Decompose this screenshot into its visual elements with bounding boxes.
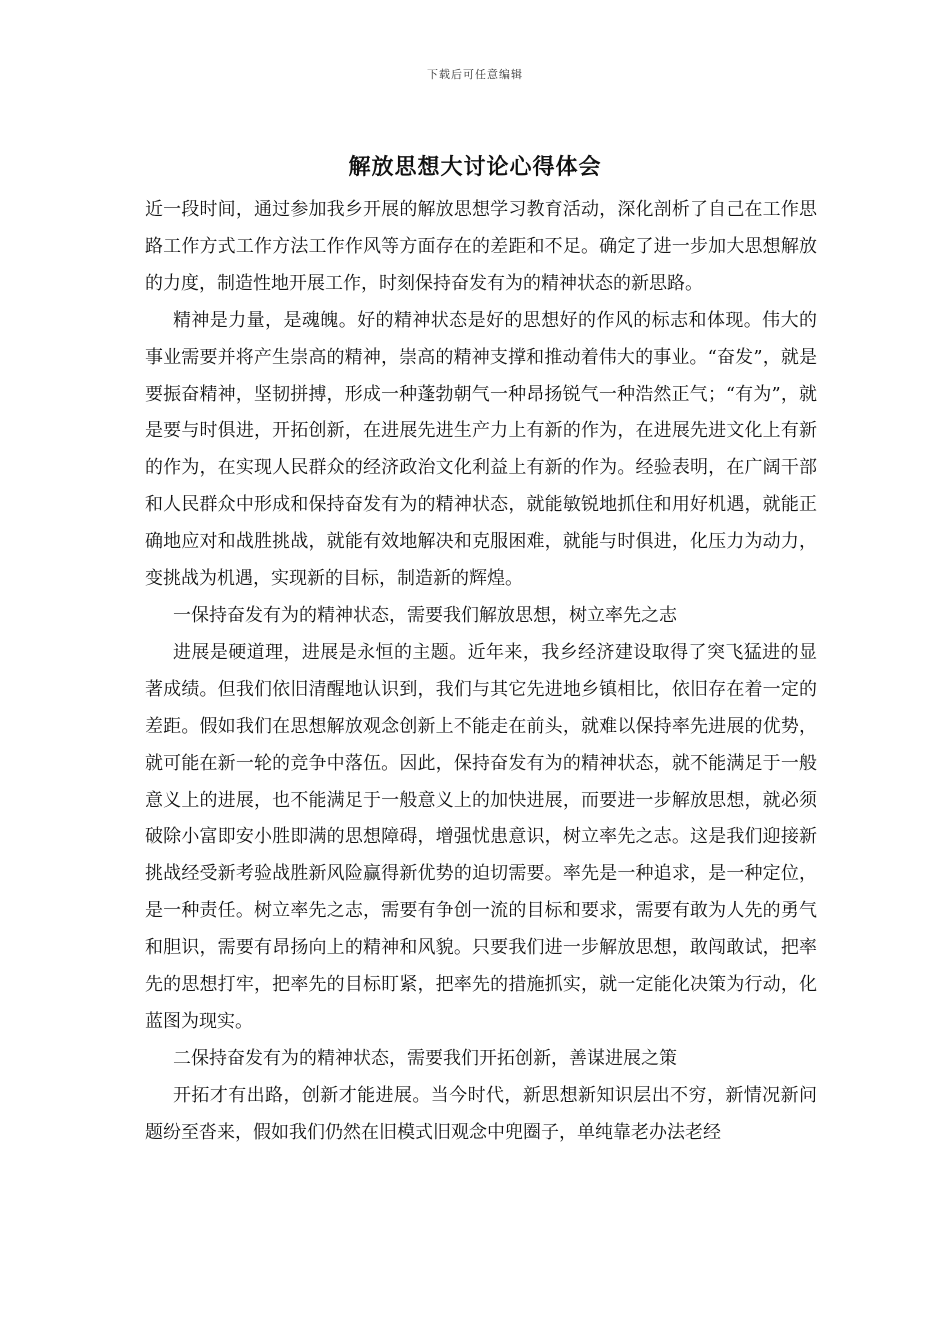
paragraph-intro: 近一段时间，通过参加我乡开展的解放思想学习教育活动，深化剖析了自己在工作思路工作方式工作方法工作作风等方面存在的差距和不足。确定了进一步加大思想解放的力度，制造性地开展工作，时刻保持奋发有为的精神状态的新思路。 — [145, 199, 817, 294]
document-title: 解放思想大讨论心得体会 — [348, 154, 602, 180]
section-heading-2: 二保持奋发有为的精神状态，需要我们开拓创新，善谋进展之策 — [173, 1047, 677, 1069]
section-heading-1: 一保持奋发有为的精神状态，需要我们解放思想，树立率先之志 — [173, 604, 677, 626]
paragraph-innovation: 开拓才有出路，创新才能进展。当今时代，新思想新知识层出不穷，新情况新问题纷至沓来，假如我们仍然在旧模式旧观念中兜圈子，单纯靠老办法老经 — [145, 1084, 817, 1143]
paragraph-spirit: 精神是力量，是魂魄。好的精神状态是好的思想好的作风的标志和体现。伟大的事业需要并将产生崇高的精神，崇高的精神支撑和推动着伟大的事业。“奋发”，就是要振奋精神，坚韧拼搏，形成一种蓬勃朝气一种昂扬锐气一种浩然正气；“有为”，就是要与时俱进，开拓创新，在进展先进生产力上有新的作为，在进展先进文化上有新的作为，在实现人民群众的经济政治文化利益上有新的作为。经验表明，在广阔干部和人民群众中形成和保持奋发有为的精神状态，就能敏锐地抓住和用好机遇，就能正确地应对和战胜挑战，就能有效地解决和克服困难，就能与时俱进，化压力为动力，变挑战为机遇，实现新的目标，制造新的辉煌。 — [145, 309, 817, 590]
document-body — [145, 192, 817, 1152]
paragraph-development: 进展是硬道理，进展是永恒的主题。近年来，我乡经济建设取得了突飞猛进的显著成绩。但我们依旧清醒地认识到，我们与其它先进地乡镇相比，依旧存在着一定的差距。假如我们在思想解放观念创新上不能走在前头，就难以保持率先进展的优势，就可能在新一轮的竞争中落伍。因此，保持奋发有为的精神状态，就不能满足于一般意义上的进展，也不能满足于一般意义上的加快进展，而要进一步解放思想，就必须破除小富即安小胜即满的思想障碍，增强忧患意识，树立率先之志。这是我们迎接新挑战经受新考验战胜新风险赢得新优势的迫切需要。率先是一种追求，是一种定位，是一种责任。树立率先之志，需要有争创一流的目标和要求，需要有敢为人先的勇气和胆识，需要有昂扬向上的精神和风貌。只要我们进一步解放思想，敢闯敢试，把率先的思想打牢，把率先的目标盯紧，把率先的措施抓实，就一定能化决策为行动，化蓝图为现实。 — [145, 641, 817, 1032]
page-header-note: 下载后可任意编辑 — [427, 68, 523, 81]
